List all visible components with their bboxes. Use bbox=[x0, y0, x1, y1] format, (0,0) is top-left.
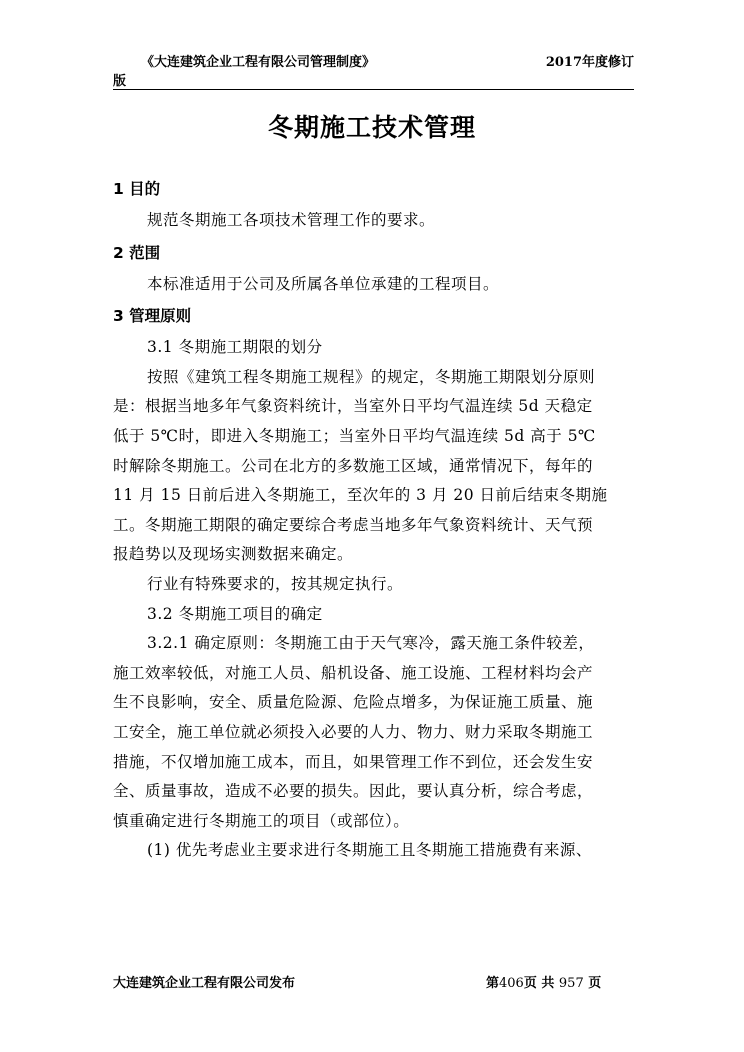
section-heading-scope: 2 范围 bbox=[113, 243, 161, 262]
footer-total-pages: 957 bbox=[558, 976, 584, 991]
page-footer bbox=[113, 972, 634, 996]
page-header bbox=[113, 48, 634, 88]
paragraph-principle bbox=[113, 629, 634, 836]
subsection-heading-period: 3.1 冬期施工期限的划分 bbox=[147, 338, 323, 357]
section-text-purpose: 规范冬期施工各项技术管理工作的要求。 bbox=[147, 211, 436, 229]
footer-page-prefix: 第 bbox=[486, 976, 500, 991]
paragraph-line: 工。冬期施工期限的确定要综合考虑当地多年气象资料统计、天气预 bbox=[113, 515, 594, 534]
paragraph-line: 11 月 15 日前后进入冬期施工，至次年的 3 月 20 日前后结束冬期施 bbox=[113, 486, 608, 505]
header-rule bbox=[113, 89, 634, 90]
subsection-heading-projects: 3.2 冬期施工项目的确定 bbox=[147, 604, 323, 623]
paragraph-line: 报趋势以及现场实测数据来确定。 bbox=[113, 545, 354, 564]
paragraph-line: 3.2.1 确定原则：冬期施工由于天气寒冷，露天施工条件较差， bbox=[147, 634, 595, 653]
paragraph-line: 措施，不仅增加施工成本，而且，如果管理工作不到位，还会发生安 bbox=[113, 752, 594, 771]
paragraph-line: 按照《建筑工程冬期施工规程》的规定，冬期施工期限划分原则 bbox=[147, 367, 596, 386]
footer-page-suffix: 页 bbox=[588, 976, 602, 991]
header-manual-title: 《大连建筑企业工程有限公司管理制度》 bbox=[141, 55, 376, 70]
header-revision: 2017年度修订 bbox=[545, 55, 634, 70]
paragraph-line: 全、质量事故，造成不必要的损失。因此，要认真分析，综合考虑， bbox=[113, 782, 594, 801]
paragraph-line: 是：根据当地多年气象资料统计，当室外日平均气温连续 5d 天稳定 bbox=[113, 397, 593, 416]
paragraph-line: 低于 5℃时，即进入冬期施工；当室外日平均气温连续 5d 高于 5℃ bbox=[113, 426, 596, 445]
paragraph-item-1: (1) 优先考虑业主要求进行冬期施工且冬期施工措施费有来源、 bbox=[147, 841, 592, 860]
document-title: 冬期施工技术管理 bbox=[267, 113, 476, 142]
paragraph-special-requirements: 行业有特殊要求的，按其规定执行。 bbox=[147, 574, 404, 593]
header-revision-wrap: 版 bbox=[113, 74, 127, 89]
footer-publisher: 大连建筑企业工程有限公司发布 bbox=[113, 976, 296, 991]
footer-page-mid: 页 共 bbox=[523, 976, 555, 991]
section-heading-purpose: 1 目的 bbox=[113, 180, 161, 198]
paragraph-period bbox=[113, 363, 634, 570]
paragraph-line: 工安全，施工单位就必须投入必要的人力、物力、财力采取冬期施工 bbox=[113, 722, 594, 741]
paragraph-line: 时解除冬期施工。公司在北方的多数施工区域，通常情况下，每年的 bbox=[113, 456, 594, 475]
footer-page-number bbox=[486, 972, 601, 991]
paragraph-line: 施工效率较低，对施工人员、船机设备、施工设施、工程材料均会产 bbox=[113, 663, 594, 682]
document-body bbox=[113, 172, 634, 866]
paragraph-line: 慎重确定进行冬期施工的项目（或部位）。 bbox=[113, 811, 410, 830]
section-text-scope: 本标准适用于公司及所属各单位承建的工程项目。 bbox=[147, 274, 500, 293]
section-heading-principles: 3 管理原则 bbox=[113, 307, 192, 326]
paragraph-line: 生不良影响，安全、质量危险源、危险点增多，为保证施工质量、施 bbox=[113, 693, 594, 712]
footer-current-page: 406 bbox=[499, 976, 524, 991]
